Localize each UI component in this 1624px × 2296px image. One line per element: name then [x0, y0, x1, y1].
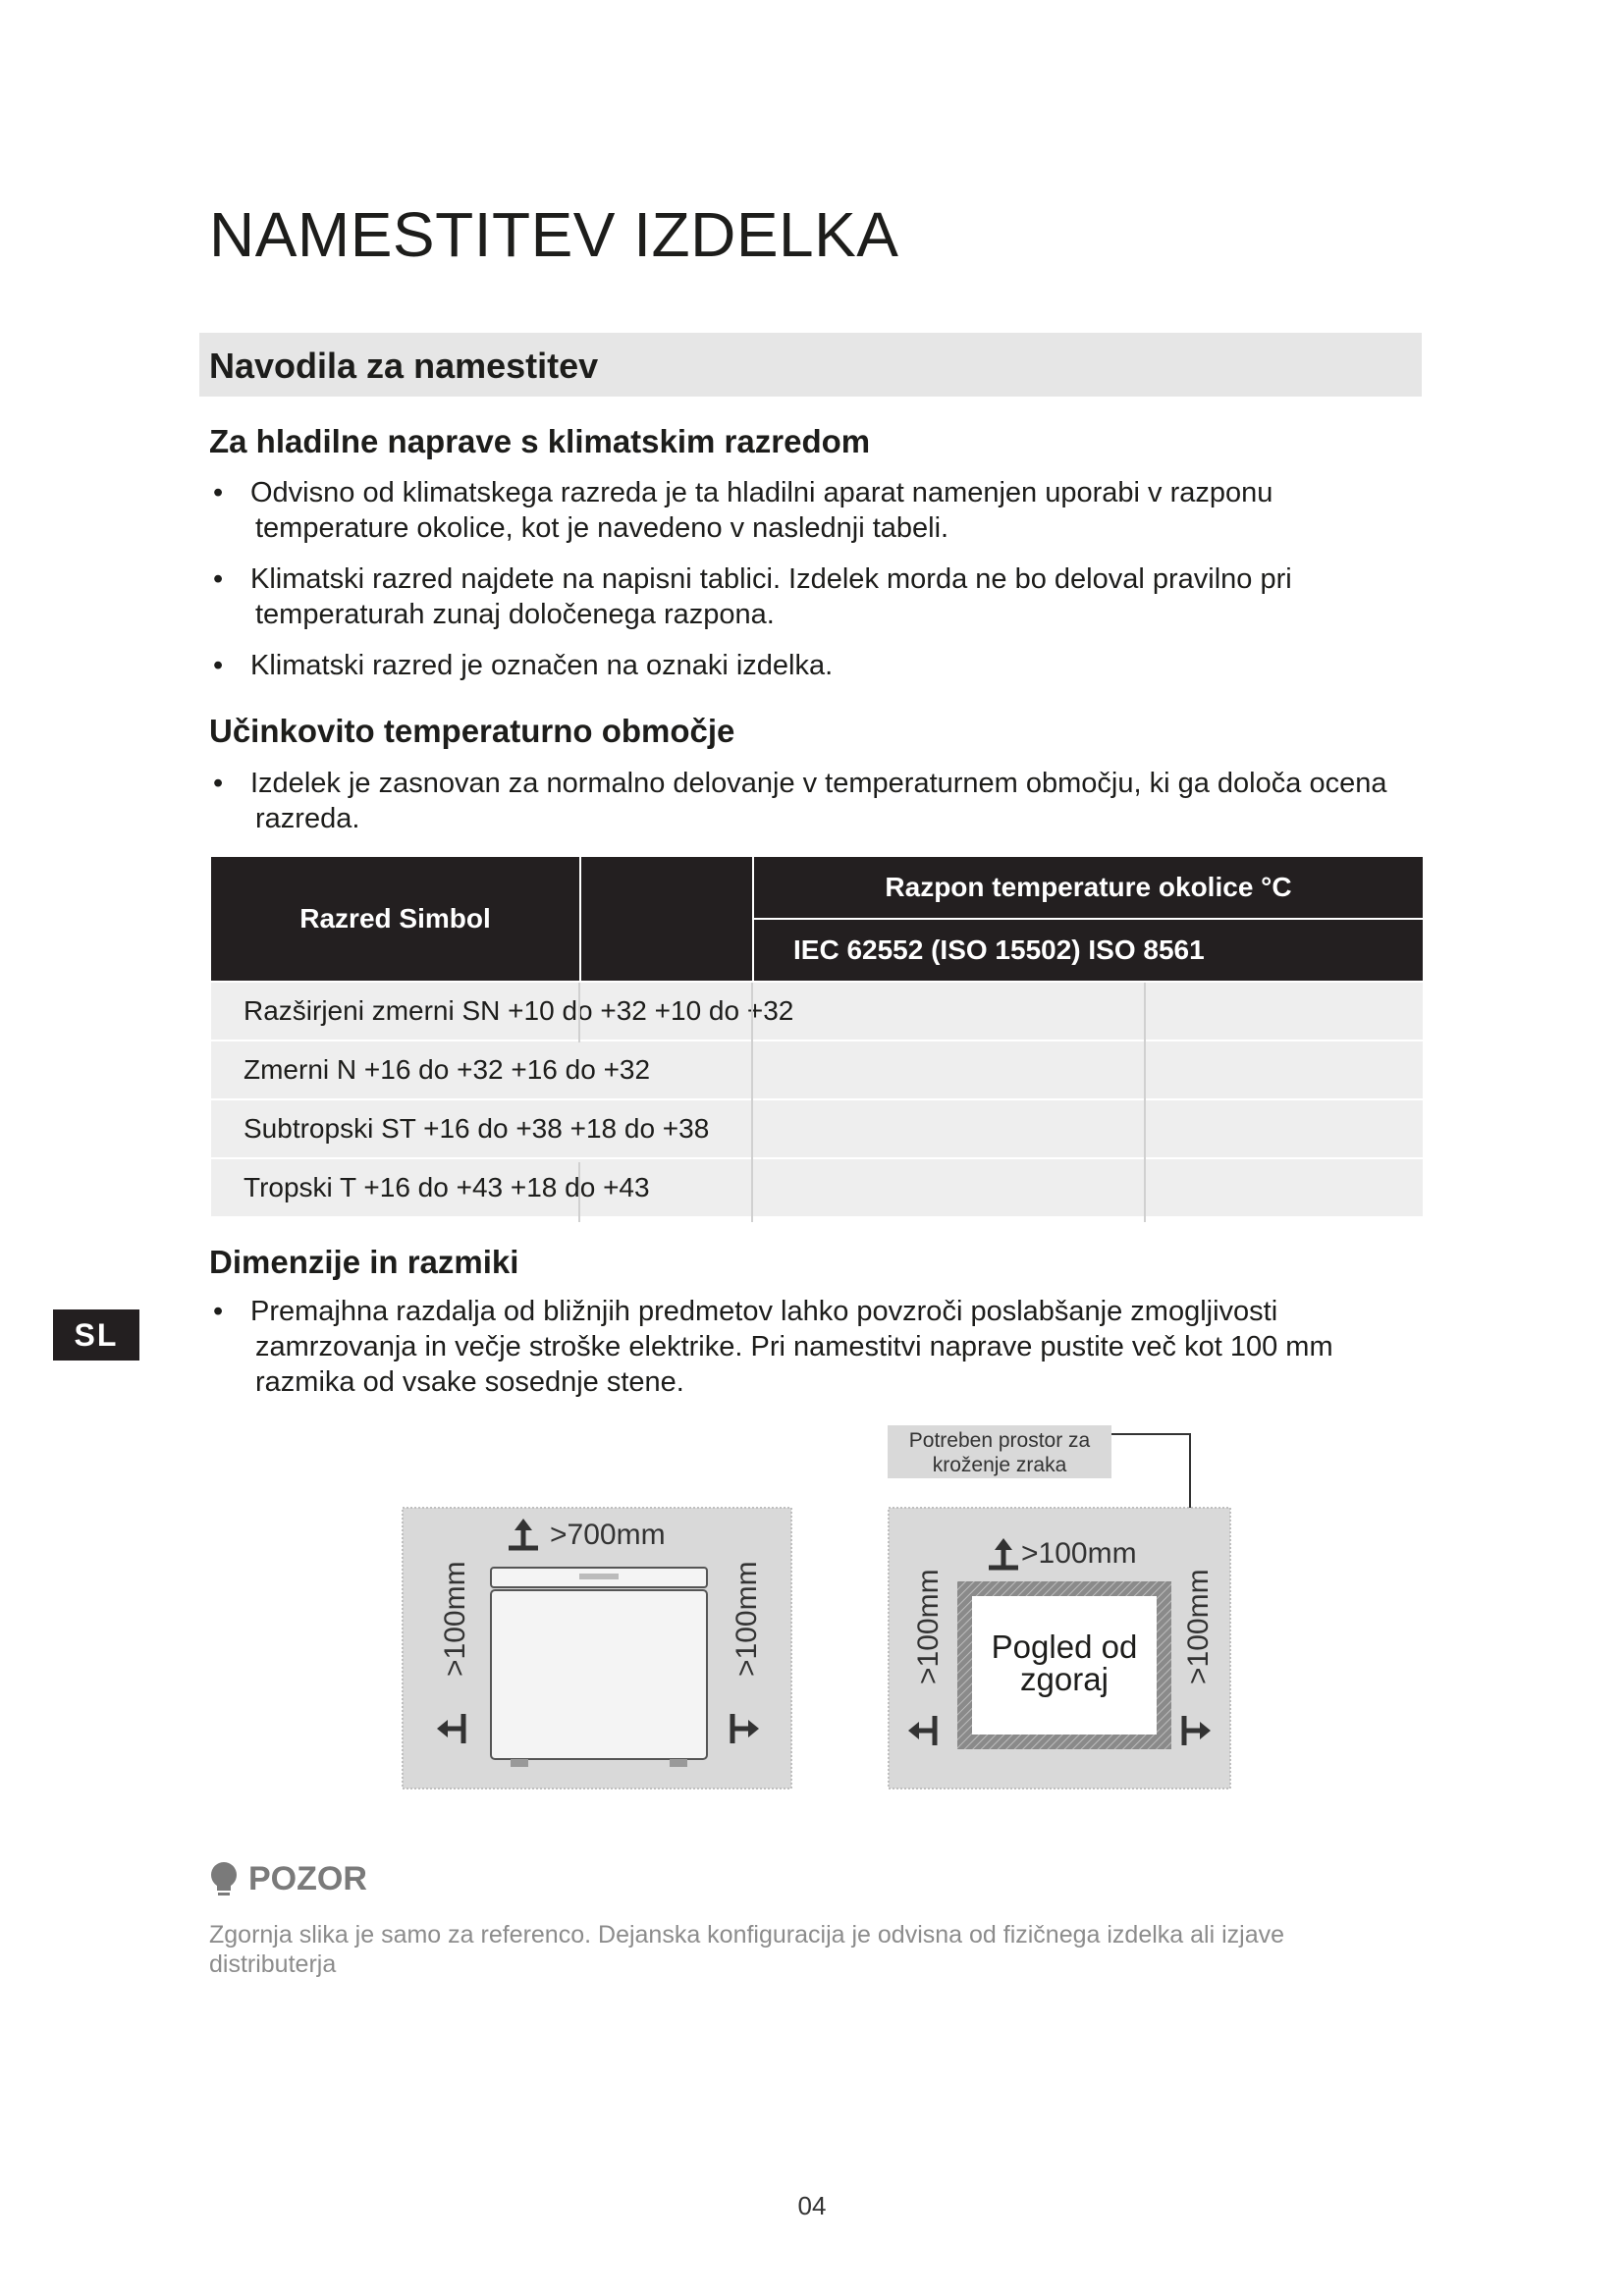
warning-text: Zgornja slika je samo za referenco. Dejanska konfiguracija je odvisna od fizičnega izdelka ali izjave distributerja	[209, 1921, 1285, 1978]
effective-range-heading: Učinkovito temperaturno območje	[209, 713, 735, 749]
table-row: Zmerni N +16 do +32 +16 do +32	[210, 1041, 1424, 1099]
effective-range-list	[209, 766, 1417, 852]
list-item: • Klimatski razred je označen na oznaki izdelka.	[213, 650, 834, 681]
table-header-range: Razpon temperature okolice °C	[753, 856, 1424, 919]
page-number: 04	[797, 2191, 827, 2220]
top-top-label: >100mm	[1021, 1537, 1137, 1570]
list-item: • Odvisno od klimatskega razreda je ta hladilni aparat namenjen uporabi v razponu temperature okolice, kot je navedeno v naslednji tabeli.	[213, 477, 1273, 544]
top-view-label-line1: Pogled od	[991, 1629, 1138, 1665]
lightbulb-icon	[209, 1861, 239, 1898]
table-header-standards: IEC 62552 (ISO 15502) ISO 8561	[753, 919, 1424, 982]
freezer-body	[491, 1590, 707, 1759]
warning-title: POZOR	[248, 1860, 367, 1897]
airflow-callout: Potreben prostor za kroženje zraka	[888, 1425, 1111, 1478]
table-header-class-symbol: Razred Simbol	[210, 856, 580, 982]
clearance-diagram	[0, 1414, 1624, 1806]
climate-class-heading: Za hladilne naprave s klimatskim razredom	[209, 423, 871, 459]
table-header-empty	[580, 856, 753, 982]
dimensions-list	[209, 1294, 1417, 1415]
list-item: • Klimatski razred najdete na napisni tablici. Izdelek morda ne bo deloval pravilno pri temperaturah zunaj določenega razpona.	[213, 563, 1292, 630]
language-tab: SL	[53, 1309, 139, 1361]
table-grid-lines	[209, 983, 1423, 1222]
table-row: Tropski T +16 do +43 +18 do +43	[210, 1158, 1424, 1217]
climate-class-list	[209, 475, 1417, 699]
front-left-label: >100mm	[439, 1561, 471, 1677]
section-title: Navodila za namestitev	[209, 346, 599, 386]
table-row: Razširjeni zmerni SN +10 do +32 +10 do +32	[210, 982, 1424, 1041]
list-item: • Premajhna razdalja od bližnjih predmetov lahko povzroči poslabšanje zmogljivosti zamrzovanja in večje stroške elektrike. Pri namestitvi naprave pustite več kot 100 mm razmika od vsake sosednje stene.	[213, 1296, 1333, 1398]
top-left-label: >100mm	[912, 1569, 945, 1684]
front-right-label: >100mm	[731, 1561, 763, 1677]
table-row: Subtropski ST +16 do +38 +18 do +38	[210, 1099, 1424, 1158]
front-top-label: >700mm	[550, 1519, 666, 1551]
page-title: NAMESTITEV IZDELKA	[209, 199, 899, 270]
dimensions-heading: Dimenzije in razmiki	[209, 1244, 519, 1280]
list-item: • Izdelek je zasnovan za normalno delovanje v temperaturnem območju, ki ga določa ocena razreda.	[213, 768, 1387, 834]
top-view-label-line2: zgoraj	[1020, 1661, 1109, 1697]
top-right-label: >100mm	[1182, 1569, 1215, 1684]
